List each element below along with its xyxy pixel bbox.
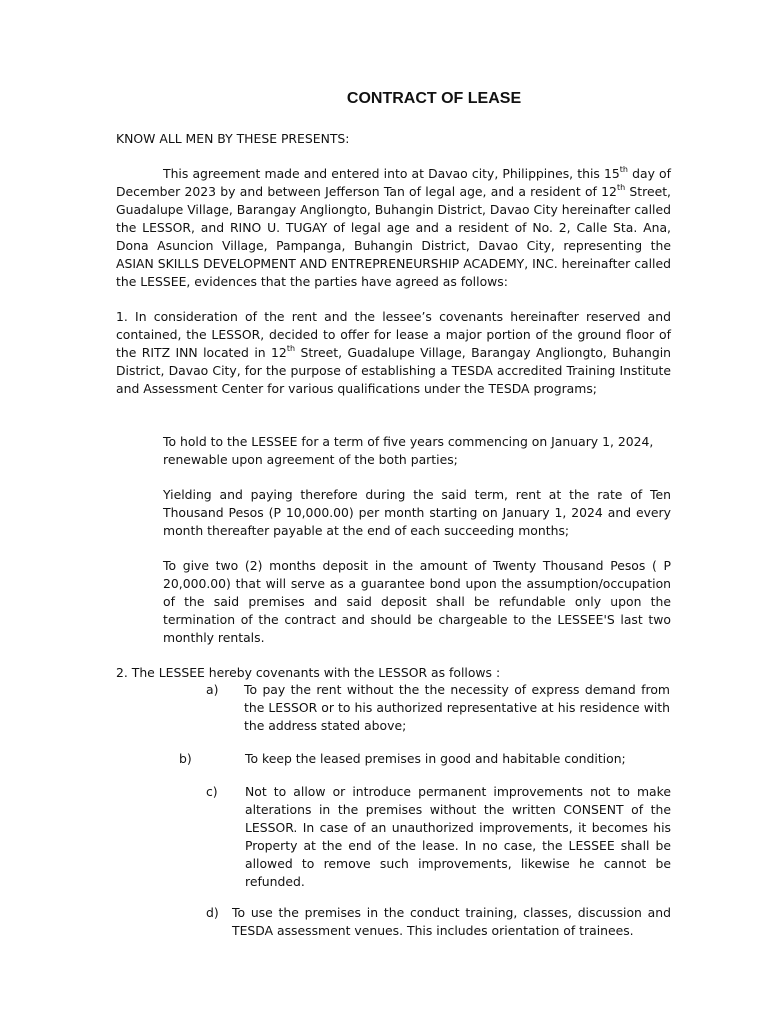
covenant-label: b) xyxy=(179,751,192,766)
ordinal-suffix: th xyxy=(616,183,626,192)
covenant-label: c) xyxy=(206,784,218,799)
covenant-text: To pay the rent without the the necessity of express demand from the LESSOR or to his authorized representative at his residence with the address stated above; xyxy=(244,682,670,733)
rent-paragraph: Yielding and paying therefore during the said term, rent at the rate of Ten Thousand Pesos (P 10,000.00) per month starting on January 1, 2024 and every month thereafter payable at the end of each succeeding months; xyxy=(163,487,671,538)
opening-text-c: Street, Guadalupe Village, Barangay Angliongto, Buhangin District, Davao City hereinafter called the LESSOR, and RINO U. TUGAY of legal age and a resident of No. 2, Calle Sta. Ana, Dona Asuncion Village, Pampanga, Buhangin District, Davao City, representing the ASIAN SKILLS DEVELOPMENT AND ENTREPRENEURSHIP ACADEMY, INC. hereinafter called the LESSEE, evidences that the parties have agreed as follows: xyxy=(116,184,672,289)
term-paragraph: To hold to the LESSEE for a term of five years commencing on January 1, 2024, renewable upon agreement of the both parties; xyxy=(163,434,654,467)
clause-2-heading: 2. The LESSEE hereby covenants with the LESSOR as follows : xyxy=(116,665,501,680)
covenant-text: To keep the leased premises in good and habitable condition; xyxy=(245,751,626,766)
opening-text-b: day of December 2023 by and between Jefferson Tan of legal age, and a resident of 12 xyxy=(116,166,671,199)
ordinal-suffix: th xyxy=(619,165,628,174)
ordinal-suffix: th xyxy=(286,344,296,353)
deposit-paragraph: To give two (2) months deposit in the amount of Twenty Thousand Pesos ( P 20,000.00) that will serve as a guarantee bond upon the assumption/occupation of the said premises and said deposit shall be refundable only upon the termination of the contract and should be chargeable to the LESSEE'S last two monthly rentals. xyxy=(163,558,671,645)
opening-paragraph xyxy=(116,165,671,291)
intro-line: KNOW ALL MEN BY THESE PRESENTS: xyxy=(116,131,350,146)
clause-1-text-a: 1. In consideration of the rent and the lessee’s covenants hereinafter reserved and contained, the LESSOR, decided to offer for lease a major portion of the ground floor of the RITZ INN located in 12 xyxy=(116,309,671,360)
document-title: CONTRACT OF LEASE xyxy=(346,90,522,107)
clause-1-paragraph xyxy=(116,308,671,398)
covenant-label: d) xyxy=(206,905,219,920)
opening-text-a: This agreement made and entered into at Davao city, Philippines, this 15 xyxy=(163,166,620,181)
covenant-text: To use the premises in the conduct training, classes, discussion and TESDA assessment venues. This includes orientation of trainees. xyxy=(232,905,671,938)
covenant-label: a) xyxy=(206,682,219,697)
covenant-text: Not to allow or introduce permanent improvements not to make alterations in the premises without the written CONSENT of the LESSOR. In case of an unauthorized improvements, it becomes his Property at the end of the lease. In no case, the LESSEE shall be allowed to remove such improvements, likewise he cannot be refunded. xyxy=(245,784,671,889)
clause-1-text-b: Street, Guadalupe Village, Barangay Angliongto, Buhangin District, Davao City, for the purpose of establishing a TESDA accredited Training Institute and Assessment Center for various qualifications under the TESDA programs; xyxy=(116,345,671,396)
